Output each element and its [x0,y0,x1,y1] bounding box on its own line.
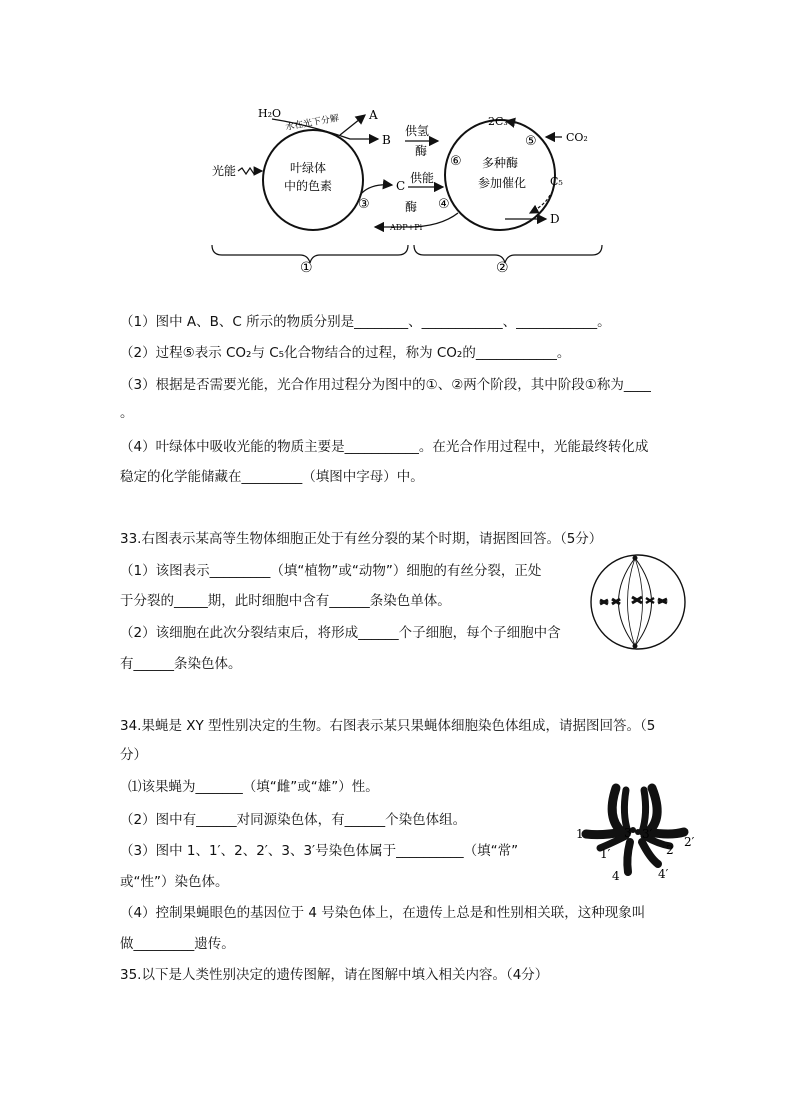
stage2-label: ② [496,260,509,275]
q33-part2: （2）该细胞在此次分裂结束后，将形成______个子细胞，每个子细胞中含 [120,625,561,641]
c3-label: 2C₃ [488,115,508,128]
chloro-label-1: 叶绿体 [290,161,327,175]
label-c: C [396,179,406,193]
multi-enzyme-2: 参加催化 [478,176,527,190]
multi-enzyme-1: 多种酶 [482,156,519,170]
enzyme2-label: 酶 [405,200,418,214]
num3-label: ③ [358,197,370,212]
q34-part4-cont: 做_________遗传。 [120,936,235,952]
q33-part1-cont: 于分裂的_____期，此时细胞中含有______条染色单体。 [120,593,451,609]
q32-part4-cont: 稳定的化学能储藏在_________（填图中字母）中。 [120,469,424,485]
num4-label: ④ [438,197,450,212]
label-d: D [550,212,560,226]
q33-title: 33.右图表示某高等生物体细胞正处于有丝分裂的某个时期，请据图回答。（5分） [120,531,603,547]
chrom-label-1p: 1′ [600,847,611,861]
label-b: B [382,133,391,147]
q34-part3-cont: 或“性”）染色体。 [120,874,229,890]
q34-part4: （4）控制果蝇眼色的基因位于 4 号染色体上，在遗传上总是和性别相关联，这种现象叫 [120,905,646,921]
chrom-label-4: 4 [612,869,620,883]
label-a: A [369,108,378,122]
photosynthesis-diagram [200,95,620,275]
q32-part2: （2）过程⑤表示 CO₂与 C₅化合物结合的过程，称为 CO₂的____________。 [120,345,571,361]
q35-title: 35.以下是人类性别决定的遗传图解，请在图解中填入相关内容。（4分） [120,967,549,983]
q33-part1: （1）该图表示_________（填“植物”或“动物”）细胞的有丝分裂，正处 [120,563,542,579]
q34-part3: （3）图中 1、1′、2、2′、3、3′号染色体属于__________（填“常” [120,843,519,859]
q34-part1: ⑴该果蝇为_______（填“雌”或“雄”）性。 [128,779,379,795]
q34-title-cont: 分） [120,747,147,763]
q34-title: 34.果蝇是 XY 型性别决定的生物。右图表示某只果蝇体细胞染色体组成，请据图回答。（5 [120,718,656,734]
chrom-label-1: 1 [576,827,584,841]
chloro-label-2: 中的色素 [284,179,333,193]
chrom-label-2: 2 [666,843,674,857]
supply-h-label: 供氢 [405,124,430,138]
water-split-label: 水在光下分解 [284,113,340,133]
fruitfly-chromosome-figure [572,780,700,888]
q32-part3-cont: 。 [120,405,134,421]
num5-label: ⑤ [525,134,537,149]
q34-part2: （2）图中有______对同源染色体，有______个染色体组。 [120,812,467,828]
q32-part4: （4）叶绿体中吸收光能的物质主要是___________。在光合作用过程中，光能最终转化成 [120,439,649,455]
chrom-label-3: 3 [624,826,632,840]
enzyme1-label: 酶 [415,144,428,158]
chrom-label-4p: 4′ [658,867,669,881]
co2-label: CO₂ [566,131,588,144]
stage1-label: ① [300,260,313,275]
enzyme-circle [445,120,555,230]
supply-energy-label: 供能 [410,171,435,185]
light-energy-label: 光能 [212,164,237,178]
adp-label: ADP+Pi [390,223,423,232]
chrom-label-3p: 3′ [642,827,653,841]
num6-label: ⑥ [450,154,462,169]
chrom-label-2p: 2′ [684,835,695,849]
h2o-label: H₂O [258,107,282,120]
c5-label: C₅ [550,175,563,188]
q32-part1: （1）图中 A、B、C 所示的物质分别是________、____________、____________。 [120,314,611,330]
mitosis-cell-figure [588,552,688,652]
q32-part3: （3）根据是否需要光能，光合作用过程分为图中的①、②两个阶段，其中阶段①称为____ [120,377,651,393]
q33-part2-cont: 有______条染色体。 [120,656,242,672]
